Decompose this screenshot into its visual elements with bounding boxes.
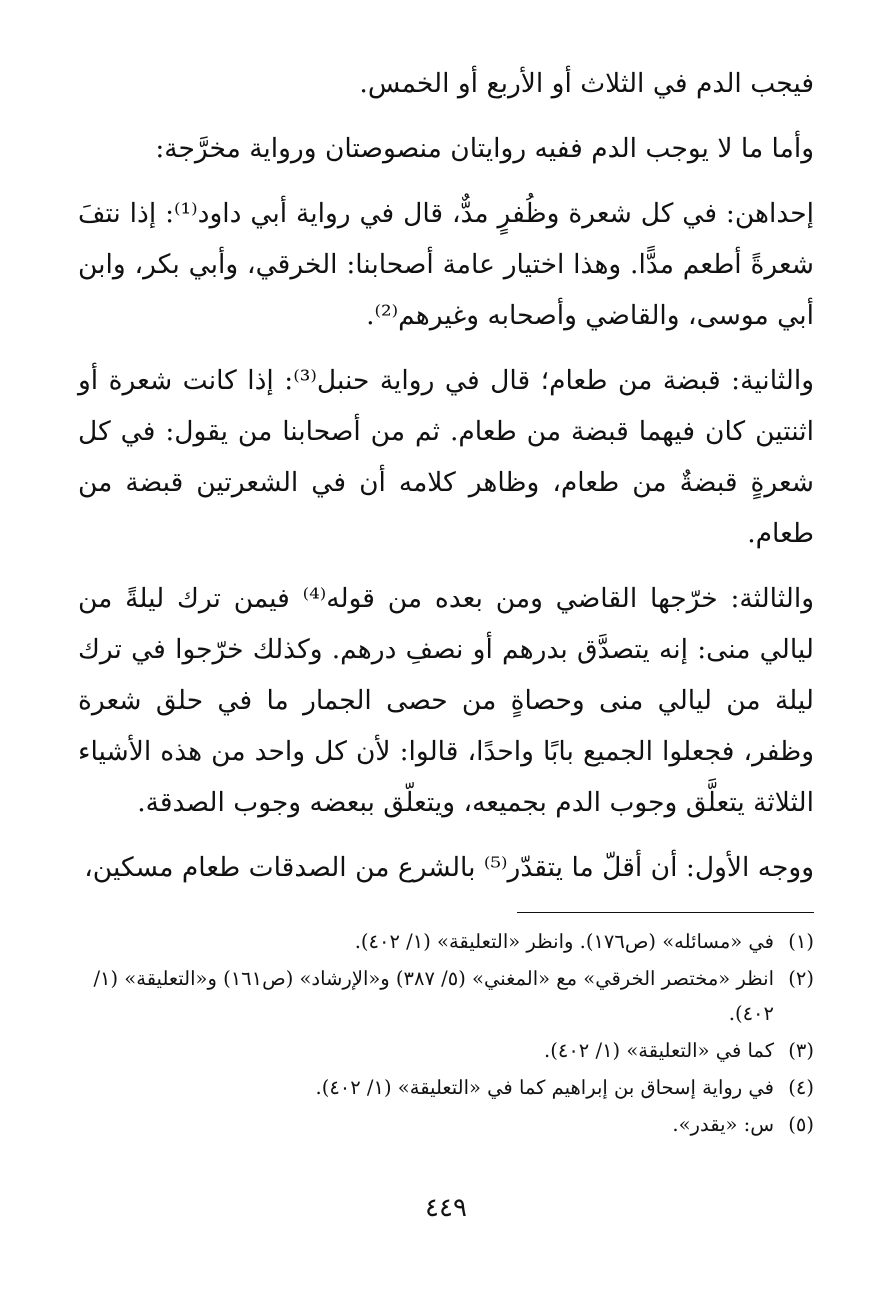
footnote [78,1070,814,1105]
main-text [78,58,814,893]
footnote-number: (١) [788,930,814,953]
footnote-text: في «مسائله» (ص١٧٦). وانظر «التعليقة» (١/ ٤٠٢). [354,930,774,953]
footnote-text: س: «يقدر». [672,1113,774,1136]
page-number: ٤٤٩ [425,1193,467,1223]
footnote-number: (٣) [788,1039,814,1062]
footnote [78,1033,814,1068]
paragraph: إحداهن: في كل شعرة وظُفرٍ مدٌّ، قال في رواية أبي داود⁽¹⁾: إذا نتفَ شعرةً أطعم مدًّا. وهذا اختيار عامة أصحابنا: الخرقي، وأبي بكر، وابن أبي موسى، والقاضي وأصحابه وغيرهم⁽²⁾. [78,198,814,331]
footnote [78,924,814,959]
paragraph: والثالثة: خرّجها القاضي ومن بعده من قوله⁽⁴⁾ فيمن ترك ليلةً من ليالي منى: إنه يتصدَّق بدرهم أو نصفِ درهم. وكذلك خرّجوا في ترك ليلة من ليالي منى وحصاةٍ من حصى الجمار ما في حلق شعرة وظفر، فجعلوا الجميع بابًا واحدًا، قالوا: لأن كل واحد من هذه الأشياء الثلاثة يتعلَّق وجوب الدم بجميعه، ويتعلّق ببعضه وجوب الصدقة. [78,583,814,818]
paragraph: ووجه الأول: أن أقلّ ما يتقدّر⁽⁵⁾ بالشرع من الصدقات طعام مسكين، [84,852,814,883]
footnotes [78,924,814,1144]
footnote-text: كما في «التعليقة» (١/ ٤٠٢). [544,1039,774,1062]
footnote-text: انظر «مختصر الخرقي» مع «المغني» (٥/ ٣٨٧) و«الإرشاد» (ص١٦١) و«التعليقة» (١/ ٤٠٢). [93,967,774,1025]
footnote-number: (٢) [788,967,814,990]
footnote [78,1107,814,1142]
footnote [78,961,814,1031]
footnote-text: في رواية إسحاق بن إبراهيم كما في «التعليقة» (١/ ٤٠٢). [315,1076,774,1099]
paragraph: وأما ما لا يوجب الدم ففيه روايتان منصوصتان ورواية مخرَّجة: [155,133,814,164]
footnote-divider [517,912,814,913]
paragraph: والثانية: قبضة من طعام؛ قال في رواية حنبل⁽³⁾: إذا كانت شعرة أو اثنتين كان فيهما قبضة من طعام. ثم من أصحابنا من يقول: في كل شعرةٍ قبضةٌ من طعام، وظاهر كلامه أن في الشعرتين قبضة من طعام. [78,365,814,549]
footnote-number: (٥) [788,1113,814,1136]
paragraph: فيجب الدم في الثلاث أو الأربع أو الخمس. [359,68,814,99]
footnote-number: (٤) [788,1076,814,1099]
